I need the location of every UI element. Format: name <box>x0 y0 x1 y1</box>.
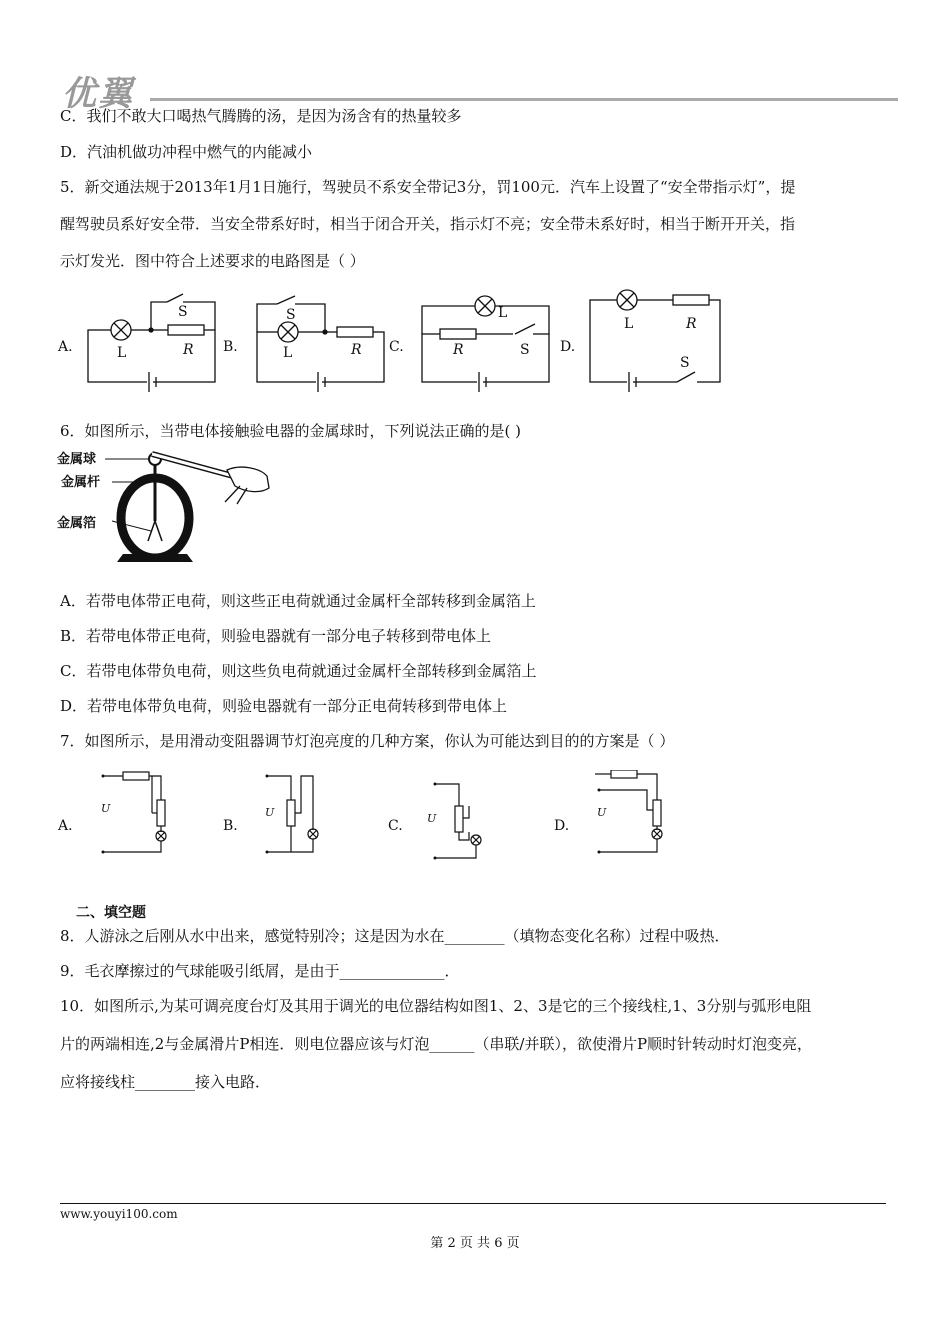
question-10-line1: 10．如图所示,为某可调亮度台灯及其用于调光的电位器结构如图1、2、3是它的三个接线柱,1、3分别与弧形电阻 <box>60 997 812 1015</box>
header-rule <box>150 98 898 101</box>
question-6-line: 6．如图所示，当带电体接触验电器的金属球时，下列说法正确的是( ) <box>60 422 522 440</box>
q6-option-d: D．若带电体带负电荷，则验电器就有一部分正电荷转移到带电体上 <box>60 697 508 715</box>
q7-circuits <box>55 770 675 862</box>
q5-option-a: A. <box>58 339 73 355</box>
question-8-line: 8．人游泳之后刚从水中出来，感觉特别冷；这是因为水在________（填物态变化名称）过程中吸热． <box>60 927 730 945</box>
footer-site: www.youyi100.com <box>60 1207 178 1221</box>
q5b-label-s: S <box>286 307 296 323</box>
q5-option-b: B. <box>223 339 238 355</box>
section-title-fill-blank: 二、填空题 <box>76 905 146 921</box>
q5b-label-r: R <box>351 342 362 358</box>
q6-option-c: C．若带电体带负电荷，则这些负电荷就通过金属杆全部转移到金属箔上 <box>60 662 537 680</box>
q6-option-b: B．若带电体带正电荷，则验电器就有一部分电子转移到带电体上 <box>60 627 492 645</box>
footer-rule <box>60 1203 886 1204</box>
question-10-line3: 应将接线柱________接入电路． <box>60 1073 271 1091</box>
question-10-line2: 片的两端相连,2与金属滑片P相连．则电位器应该与灯泡______（串联/并联），欲使滑片P顺时针转动时灯泡变亮， <box>60 1035 813 1053</box>
q6-electroscope <box>55 446 280 562</box>
q5a-label-r: R <box>183 342 194 358</box>
option-d-line: D．汽油机做功冲程中燃气的内能减小 <box>60 143 313 161</box>
q6-option-a: A．若带电体带正电荷，则这些正电荷就通过金属杆全部转移到金属箔上 <box>60 592 536 610</box>
q7c-label-u: U <box>427 812 437 825</box>
option-c-line: C．我们不敢大口喝热气腾腾的汤，是因为汤含有的热量较多 <box>60 107 462 125</box>
q7a-label-u: U <box>101 802 111 815</box>
question-5-line1: 5．新交通法规于2013年1月1日施行，驾驶员不系安全带记3分，罚100元．汽车上设置了“安全带指示灯”，提 <box>60 178 796 196</box>
label-metal-ball: 金属球 <box>57 452 97 467</box>
q5-circuits <box>55 282 735 392</box>
q5d-label-r: R <box>686 316 697 332</box>
q7d-label-u: U <box>597 806 607 819</box>
question-5-line2: 醒驾驶员系好安全带．当安全带系好时，相当于闭合开关，指示灯不亮；安全带未系好时，相当于断开开关，指 <box>60 215 796 233</box>
q7b-label-u: U <box>265 806 275 819</box>
q5c-label-r: R <box>453 342 464 358</box>
q5c-label-s: S <box>520 342 530 358</box>
q5-option-c: C. <box>389 339 404 355</box>
label-metal-foil: 金属箔 <box>57 516 97 531</box>
label-metal-rod: 金属杆 <box>61 475 101 490</box>
q7-option-d: D. <box>554 818 570 834</box>
question-7-line: 7．如图所示，是用滑动变阻器调节灯泡亮度的几种方案，你认为可能达到目的的方案是（ ） <box>60 732 675 750</box>
logo: 优翼 <box>62 74 134 114</box>
q5-option-d: D. <box>560 339 576 355</box>
q5a-label-l: L <box>117 345 127 361</box>
q5c-label-l: L <box>498 305 508 321</box>
page-number: 第 2 页 共 6 页 <box>430 1236 520 1251</box>
q7-option-b: B. <box>223 818 238 834</box>
q7-option-a: A. <box>58 818 73 834</box>
q5b-label-l: L <box>283 345 293 361</box>
q5a-label-s: S <box>178 304 188 320</box>
question-5-line3: 示灯发光．图中符合上述要求的电路图是（ ） <box>60 252 365 270</box>
q5d-label-s: S <box>680 355 690 371</box>
q7-option-c: C. <box>388 818 403 834</box>
q5d-label-l: L <box>624 316 634 332</box>
question-9-line: 9．毛衣摩擦过的气球能吸引纸屑，是由于______________． <box>60 962 460 980</box>
